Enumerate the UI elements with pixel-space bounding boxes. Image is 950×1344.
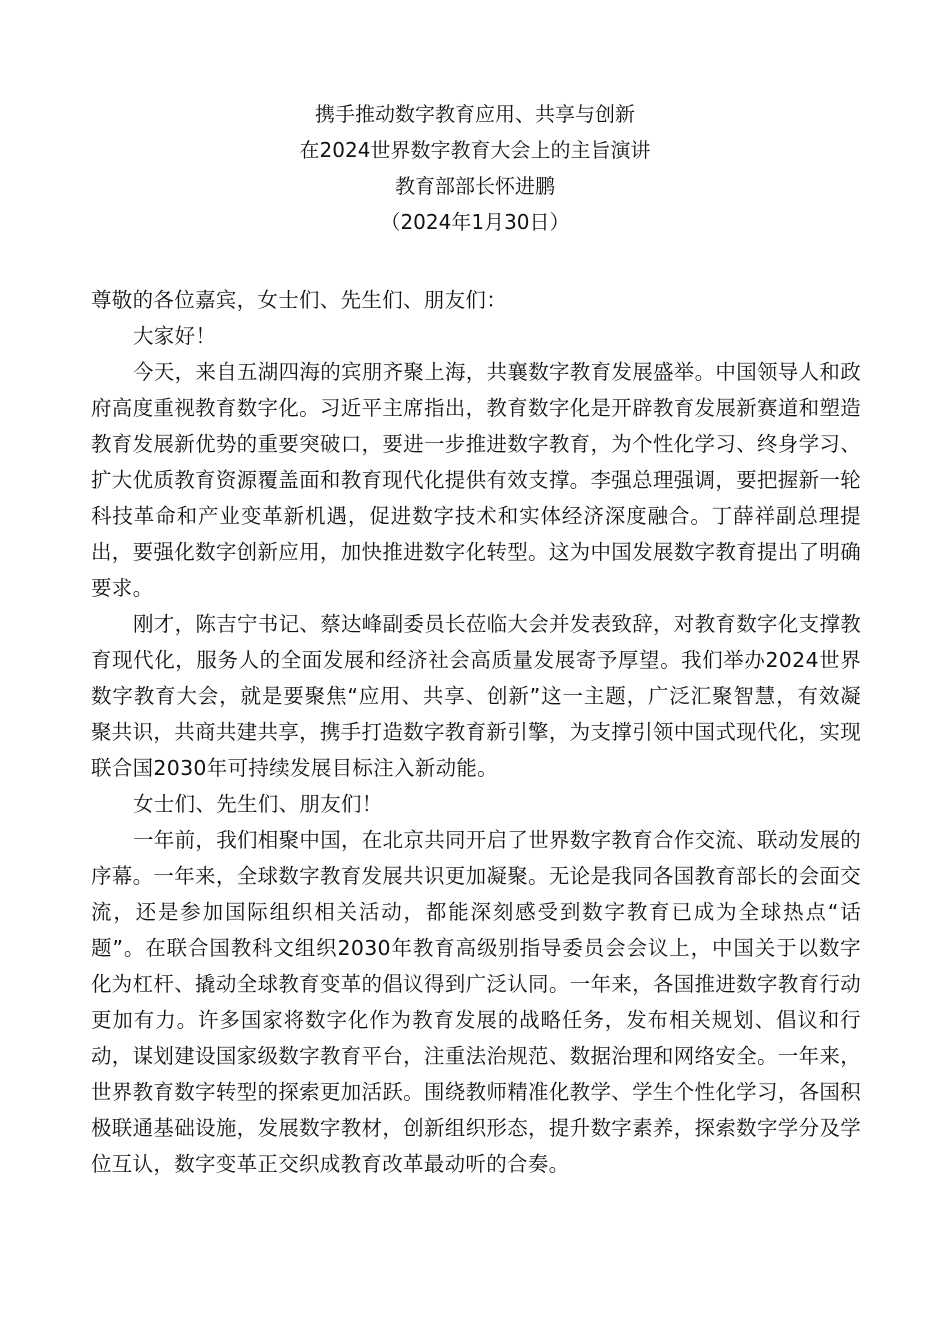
document-title: 携手推动数字教育应用、共享与创新: [315, 102, 635, 126]
date-line: （2024年1月30日）: [380, 210, 570, 234]
document-header: [0, 96, 950, 240]
speaker-line: 教育部部长怀进鹏: [395, 174, 555, 198]
salutation: 尊敬的各位嘉宾，女士们、先生们、朋友们：: [91, 288, 507, 312]
greeting-2: 女士们、先生们、朋友们！: [133, 792, 383, 816]
document-body: [91, 282, 861, 1182]
paragraph-3: 一年前，我们相聚中国，在北京共同开启了世界数字教育合作交流、联动发展的序幕。一年来，全球数字教育发展共识更加凝聚。无论是我同各国教育部长的会面交流，还是参加国际组织相关活动，都能深刻感受到数字教育已成为全球热点“话题”。在联合国教科文组织2030年教育高级别指导委员会会议上，中国关于以数字化为杠杆、撬动全球教育变革的倡议得到广泛认同。一年来，各国推进数字教育行动更加有力。许多国家将数字化作为教育发展的战略任务，发布相关规划、倡议和行动，谋划建设国家级数字教育平台，注重法治规范、数据治理和网络安全。一年来，世界教育数字转型的探索更加活跃。围绕教师精准化教学、学生个性化学习，各国积极联通基础设施，发展数字教材，创新组织形态，提升数字素养，探索数字学分及学位互认，数字变革正交织成教育改革最动听的合奏。: [91, 828, 861, 1176]
paragraph-2: 刚才，陈吉宁书记、蔡达峰副委员长莅临大会并发表致辞，对教育数字化支撑教育现代化，服务人的全面发展和经济社会高质量发展寄予厚望。我们举办2024世界数字教育大会，就是要聚焦“应用、共享、创新”这一主题，广泛汇聚智慧，有效凝聚共识，共商共建共享，携手打造数字教育新引擎，为支撑引领中国式现代化，实现联合国2030年可持续发展目标注入新动能。: [91, 612, 861, 780]
greeting: 大家好！: [133, 324, 217, 348]
document-subtitle: 在2024世界数字教育大会上的主旨演讲: [299, 138, 651, 162]
paragraph-1: 今天，来自五湖四海的宾朋齐聚上海，共襄数字教育发展盛举。中国领导人和政府高度重视教育数字化。习近平主席指出，教育数字化是开辟教育发展新赛道和塑造教育发展新优势的重要突破口，要进一步推进数字教育，为个性化学习、终身学习、扩大优质教育资源覆盖面和教育现代化提供有效支撑。李强总理强调，要把握新一轮科技革命和产业变革新机遇，促进数字技术和实体经济深度融合。丁薛祥副总理提出，要强化数字创新应用，加快推进数字化转型。这为中国发展数字教育提出了明确要求。: [91, 360, 861, 600]
